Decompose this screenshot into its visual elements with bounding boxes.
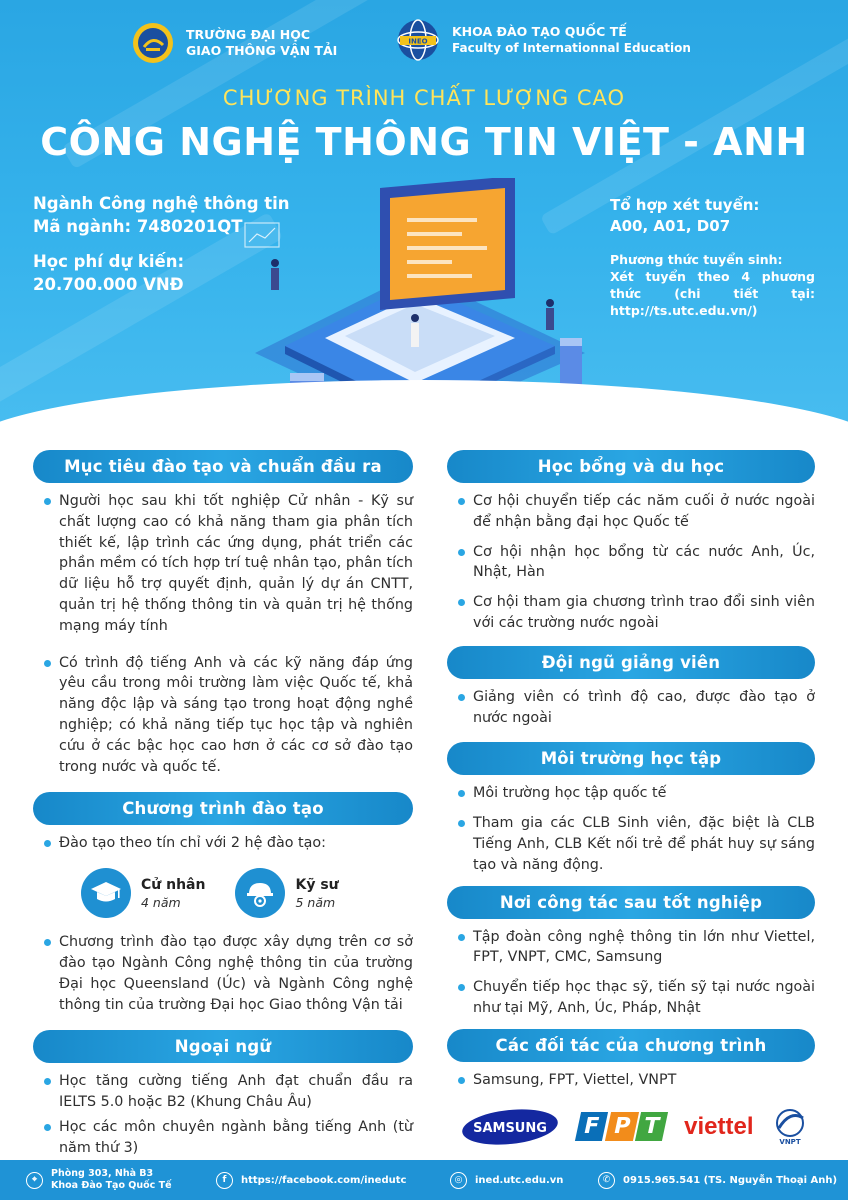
hero-banner: [0, 0, 848, 440]
program-kicker: CHƯƠNG TRÌNH CHẤT LƯỢNG CAO: [222, 86, 626, 110]
viettel-logo: viettel: [684, 1112, 754, 1140]
ined-name-line2: Faculty of Internationnal Education: [452, 41, 691, 55]
list-item: Cơ hội chuyển tiếp các năm cuối ở nước ngoài để nhận bằng đại học Quốc tế: [447, 491, 815, 533]
partners-list: [447, 1070, 815, 1091]
scholarship-list: [447, 491, 815, 634]
ined-name-line1: KHOA ĐÀO TẠO QUỐC TẾ: [452, 24, 627, 39]
goals-heading: Mục tiêu đào tạo và chuẩn đầu ra: [33, 450, 413, 483]
phone-icon: ✆: [598, 1172, 615, 1189]
method-label: Phương thức tuyển sinh:: [610, 252, 783, 267]
list-item: Giảng viên có trình độ cao, được đào tạo ở nước ngoài: [447, 687, 815, 729]
goals-list: [33, 491, 413, 777]
globe-icon: ◎: [450, 1172, 467, 1189]
vnpt-logo: VNPT: [773, 1108, 807, 1146]
program-info-right: [610, 195, 815, 319]
samsung-logo: [461, 1107, 559, 1147]
degree-years: 5 năm: [295, 894, 336, 910]
list-item: Cơ hội tham gia chương trình trao đổi sinh viên với các trường nước ngoài: [447, 592, 815, 634]
major-name: Ngành Công nghệ thông tin: [33, 194, 290, 213]
faculty-heading: Đội ngũ giảng viên: [447, 646, 815, 679]
phone-number: 0915.965.541 (TS. Nguyễn Thoại Anh): [623, 1174, 838, 1186]
list-item: Người học sau khi tốt nghiệp Cử nhân - Kỹ sư chất lượng cao có khả năng tham gia phân tích thiết kế, lập trình các ứng dụng, phát triển các phần mềm có tích hợp trí tuệ nhân tạo, phân tích dữ liệu hỗ trợ quyết định, quản lý dự án CNTT, quản trị hệ thống thông tin và quản trị hệ thống mạng máy tính: [33, 491, 413, 637]
degree-engineer: [235, 868, 338, 918]
program-title: CÔNG NGHỆ THÔNG TIN VIỆT - ANH: [40, 120, 808, 164]
utc-logo-icon: [132, 22, 174, 64]
degree-name: Cử nhân: [141, 876, 206, 893]
program-intro-list: [33, 833, 413, 854]
list-item: Môi trường học tập quốc tế: [447, 783, 815, 804]
environment-heading: Môi trường học tập: [447, 742, 815, 775]
partner-logos: [447, 1107, 815, 1147]
left-column: [33, 450, 413, 1159]
method-value: Xét tuyển theo 4 phương thức (chi tiết tại: http://ts.utc.edu.vn/): [610, 269, 815, 318]
list-item: Có trình độ tiếng Anh và các kỹ năng đáp ứng yêu cầu trong môi trường làm việc Quốc tế, khả năng độc lập và sáng tạo trong hoạt động nghề nghiệp; có khả năng tiếp tục học tập và nghiên cứu ở các bậc học cao hơn ở các cơ sở đào tạo trong nước và quốc tế.: [33, 653, 413, 778]
fee-label: Học phí dự kiến:: [33, 252, 185, 271]
graduation-cap-icon: [90, 879, 122, 907]
footer-facebook[interactable]: [216, 1172, 406, 1189]
list-item: Cơ hội nhận học bổng từ các nước Anh, Úc, Nhật, Hàn: [447, 542, 815, 584]
fpt-logo: F P T: [578, 1112, 664, 1141]
degree-years: 4 năm: [141, 894, 181, 910]
ined-globe-logo-icon: [396, 18, 440, 62]
career-list: [447, 927, 815, 1019]
right-column: [447, 450, 815, 1147]
address-line2: Khoa Đào Tạo Quốc Tế: [51, 1180, 172, 1191]
list-item: Học các môn chuyên ngành bằng tiếng Anh (từ năm thứ 3): [33, 1117, 413, 1159]
scholarship-heading: Học bổng và du học: [447, 450, 815, 483]
location-pin-icon: ⌖: [26, 1172, 43, 1189]
engineer-helmet-icon: [244, 878, 276, 908]
utc-logo-block: [132, 22, 337, 64]
vnpt-globe-icon: [773, 1108, 807, 1138]
list-item: Samsung, FPT, Viettel, VNPT: [447, 1070, 815, 1091]
environment-list: [447, 783, 815, 875]
combo-label: Tổ hợp xét tuyển:: [610, 196, 760, 214]
footer-phone: [598, 1172, 837, 1189]
footer-address: [26, 1168, 172, 1192]
degree-name: Kỹ sư: [295, 876, 339, 893]
degree-options: [81, 868, 413, 918]
admission-method: [610, 251, 815, 319]
facebook-icon: f: [216, 1172, 233, 1189]
program-detail-list: [33, 932, 413, 1015]
language-heading: Ngoại ngữ: [33, 1030, 413, 1063]
major-code: Mã ngành: 7480201QT: [33, 217, 243, 236]
contact-footer: [0, 1160, 848, 1200]
list-item: Chuyển tiếp học thạc sỹ, tiến sỹ tại nước ngoài như tại Mỹ, Anh, Úc, Pháp, Nhật: [447, 977, 815, 1019]
combo-value: A00, A01, D07: [610, 217, 731, 235]
svg-text:INEO: INEO: [408, 37, 428, 46]
career-heading: Nơi công tác sau tốt nghiệp: [447, 886, 815, 919]
fee-value: 20.700.000 VNĐ: [33, 275, 184, 294]
list-item: Chương trình đào tạo được xây dựng trên cơ sở đào tạo Ngành Công nghệ thông tin của trường Đại học Queensland (Úc) và Ngành Công nghệ thông tin của trường Đại học Giao thông Vận tải: [33, 932, 413, 1015]
degree-bachelor: [81, 868, 205, 918]
list-item: Học tăng cường tiếng Anh đạt chuẩn đầu ra IELTS 5.0 hoặc B2 (Khung Châu Âu): [33, 1071, 413, 1113]
faculty-list: [447, 687, 815, 729]
utc-name-line2: GIAO THÔNG VẬN TẢI: [186, 43, 338, 58]
address-line1: Phòng 303, Nhà B3: [51, 1168, 154, 1179]
list-item: Tập đoàn công nghệ thông tin lớn như Viettel, FPT, VNPT, CMC, Samsung: [447, 927, 815, 969]
svg-text:SAMSUNG: SAMSUNG: [473, 1120, 547, 1136]
program-heading: Chương trình đào tạo: [33, 792, 413, 825]
footer-website[interactable]: [450, 1172, 563, 1189]
language-list: [33, 1071, 413, 1158]
partners-heading: Các đối tác của chương trình: [447, 1029, 815, 1062]
website-link[interactable]: ined.utc.edu.vn: [475, 1174, 564, 1186]
utc-name-line1: TRƯỜNG ĐẠI HỌC: [186, 27, 310, 42]
ined-logo-block: [396, 18, 691, 62]
list-item: Đào tạo theo tín chỉ với 2 hệ đào tạo:: [33, 833, 413, 854]
list-item: Tham gia các CLB Sinh viên, đặc biệt là CLB Tiếng Anh, CLB Kết nối trẻ để phát huy sự sáng tạo và năng động.: [447, 813, 815, 875]
facebook-link[interactable]: https://facebook.com/inedutc: [241, 1174, 407, 1186]
